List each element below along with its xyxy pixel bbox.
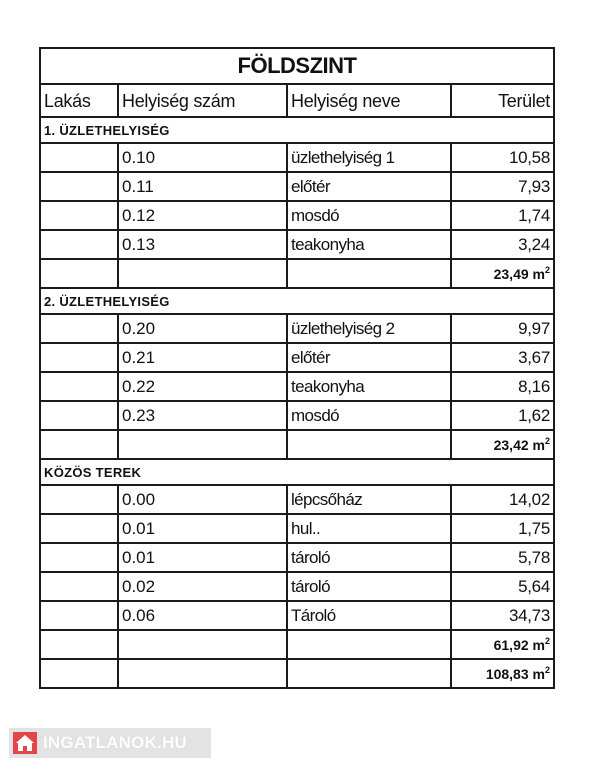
cell-room-number: 0.01	[118, 543, 287, 572]
cell-area: 8,16	[451, 372, 554, 401]
cell-area: 1,62	[451, 401, 554, 430]
cell-area: 1,74	[451, 201, 554, 230]
cell-room-number: 0.06	[118, 601, 287, 630]
cell-empty	[40, 659, 118, 688]
cell-room-name: előtér	[287, 172, 451, 201]
cell-area: 3,67	[451, 343, 554, 372]
cell-room-name: tároló	[287, 572, 451, 601]
table-row	[40, 372, 554, 401]
cell-area: 10,58	[451, 143, 554, 172]
cell-room-name: üzlethelyiség 1	[287, 143, 451, 172]
subtotal-row	[40, 630, 554, 659]
section-header-row	[40, 288, 554, 314]
table-row	[40, 572, 554, 601]
section-total	[451, 630, 554, 659]
section-total	[451, 259, 554, 288]
cell-room-name: üzlethelyiség 2	[287, 314, 451, 343]
cell-empty	[40, 630, 118, 659]
cell-room-number: 0.20	[118, 314, 287, 343]
cell-lakas	[40, 572, 118, 601]
cell-room-number: 0.10	[118, 143, 287, 172]
cell-lakas	[40, 485, 118, 514]
table-row	[40, 601, 554, 630]
cell-room-name: Tároló	[287, 601, 451, 630]
cell-lakas	[40, 230, 118, 259]
cell-empty	[40, 430, 118, 459]
table-row	[40, 514, 554, 543]
cell-area: 34,73	[451, 601, 554, 630]
table-row	[40, 543, 554, 572]
cell-empty	[40, 259, 118, 288]
cell-area: 5,78	[451, 543, 554, 572]
section-name: 2. ÜZLETHELYISÉG	[40, 288, 554, 314]
section-header-row	[40, 117, 554, 143]
header-row	[40, 84, 554, 117]
cell-empty	[287, 630, 451, 659]
cell-room-name: lépcsőház	[287, 485, 451, 514]
area-table	[39, 47, 555, 689]
house-logo-icon	[13, 732, 37, 754]
cell-lakas	[40, 343, 118, 372]
cell-empty	[287, 430, 451, 459]
cell-room-name: tároló	[287, 543, 451, 572]
cell-room-number: 0.11	[118, 172, 287, 201]
section-header-row	[40, 459, 554, 485]
header-helyiseg-szam: Helyiség szám	[118, 84, 287, 117]
grand-total-row	[40, 659, 554, 688]
cell-lakas	[40, 201, 118, 230]
watermark-text: INGATLANOK.HU	[43, 733, 187, 752]
unit-superscript: 2	[544, 436, 550, 446]
grand-total-value: 108,83 m	[485, 666, 545, 682]
cell-room-name: előtér	[287, 343, 451, 372]
cell-lakas	[40, 601, 118, 630]
cell-room-name: mosdó	[287, 201, 451, 230]
cell-room-number: 0.02	[118, 572, 287, 601]
cell-area: 1,75	[451, 514, 554, 543]
cell-room-number: 0.00	[118, 485, 287, 514]
cell-empty	[287, 259, 451, 288]
cell-area: 14,02	[451, 485, 554, 514]
cell-empty	[287, 659, 451, 688]
table-row	[40, 314, 554, 343]
cell-area: 7,93	[451, 172, 554, 201]
table-row	[40, 230, 554, 259]
cell-room-name: hul..	[287, 514, 451, 543]
grand-total	[451, 659, 554, 688]
title-row	[40, 48, 554, 84]
cell-empty	[118, 259, 287, 288]
watermark-logo	[9, 728, 211, 758]
header-helyiseg-neve: Helyiség neve	[287, 84, 451, 117]
table-row	[40, 485, 554, 514]
unit-superscript: 2	[544, 665, 550, 675]
table-row	[40, 201, 554, 230]
section-total	[451, 430, 554, 459]
cell-lakas	[40, 314, 118, 343]
table-row	[40, 343, 554, 372]
cell-room-number: 0.22	[118, 372, 287, 401]
cell-area: 3,24	[451, 230, 554, 259]
cell-room-name: teakonyha	[287, 230, 451, 259]
header-terulet: Terület	[451, 84, 554, 117]
cell-empty	[118, 630, 287, 659]
cell-lakas	[40, 172, 118, 201]
cell-room-number: 0.21	[118, 343, 287, 372]
cell-lakas	[40, 543, 118, 572]
section-name: KÖZÖS TEREK	[40, 459, 554, 485]
cell-lakas	[40, 372, 118, 401]
section-total-value: 23,49 m	[493, 266, 545, 282]
cell-empty	[118, 659, 287, 688]
section-name: 1. ÜZLETHELYISÉG	[40, 117, 554, 143]
cell-room-number: 0.01	[118, 514, 287, 543]
cell-room-number: 0.12	[118, 201, 287, 230]
cell-lakas	[40, 401, 118, 430]
subtotal-row	[40, 259, 554, 288]
cell-lakas	[40, 514, 118, 543]
table-row	[40, 172, 554, 201]
unit-superscript: 2	[544, 636, 550, 646]
cell-room-number: 0.13	[118, 230, 287, 259]
section-total-value: 61,92 m	[493, 637, 545, 653]
section-total-value: 23,42 m	[493, 437, 545, 453]
header-lakas: Lakás	[40, 84, 118, 117]
table-row	[40, 401, 554, 430]
cell-room-number: 0.23	[118, 401, 287, 430]
cell-area: 9,97	[451, 314, 554, 343]
unit-superscript: 2	[544, 265, 550, 275]
cell-area: 5,64	[451, 572, 554, 601]
table-title: FÖLDSZINT	[40, 48, 554, 84]
cell-room-name: mosdó	[287, 401, 451, 430]
cell-lakas	[40, 143, 118, 172]
cell-empty	[118, 430, 287, 459]
table-row	[40, 143, 554, 172]
cell-room-name: teakonyha	[287, 372, 451, 401]
subtotal-row	[40, 430, 554, 459]
